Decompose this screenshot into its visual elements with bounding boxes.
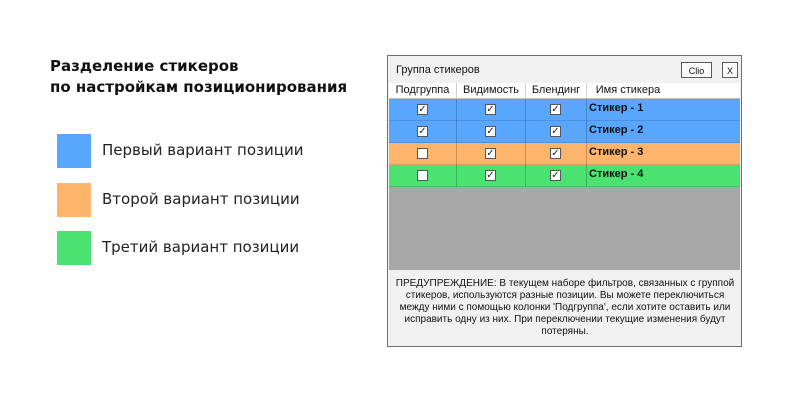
table-row[interactable] xyxy=(389,165,740,187)
subgroup-checkbox[interactable] xyxy=(417,148,428,159)
sticker-table xyxy=(389,83,740,270)
cell-divider xyxy=(586,143,587,165)
visibility-checkbox[interactable]: ✓ xyxy=(486,104,495,115)
column-header-sticker-name[interactable]: Имя стикера xyxy=(595,84,661,96)
column-header-visibility[interactable]: Видимость xyxy=(463,84,519,96)
dialog-title: Группа стикеров xyxy=(396,64,480,76)
legend-swatch-green xyxy=(57,231,91,265)
legend-item-second xyxy=(57,183,357,217)
subgroup-checkbox[interactable] xyxy=(417,170,428,181)
legend-swatch-blue xyxy=(57,134,91,168)
blending-checkbox[interactable]: ✓ xyxy=(551,148,560,159)
legend-label-second: Второй вариант позиции xyxy=(102,190,300,208)
column-header-blending[interactable]: Блендинг xyxy=(531,84,581,96)
close-button[interactable]: X xyxy=(722,62,738,78)
help-button[interactable]: Clio xyxy=(681,62,712,78)
blending-checkbox[interactable]: ✓ xyxy=(551,104,560,115)
legend-item-first xyxy=(57,134,357,168)
dialog-titlebar[interactable] xyxy=(388,56,741,83)
sticker-name-cell: Стикер - 1 xyxy=(589,102,644,114)
cell-divider xyxy=(456,99,457,121)
legend-label-first: Первый вариант позиции xyxy=(102,141,304,159)
cell-divider xyxy=(456,143,457,165)
subgroup-checkbox[interactable]: ✓ xyxy=(418,126,427,137)
cell-divider xyxy=(456,165,457,187)
table-header xyxy=(389,83,740,99)
table-row[interactable] xyxy=(389,143,740,165)
page-heading xyxy=(50,56,347,98)
cell-divider xyxy=(525,165,526,187)
heading-line-1: Разделение стикеров xyxy=(50,57,239,75)
cell-divider xyxy=(525,143,526,165)
cell-divider xyxy=(586,99,587,121)
visibility-checkbox[interactable]: ✓ xyxy=(486,170,495,181)
column-header-subgroup[interactable]: Подгруппа xyxy=(395,84,450,96)
table-row[interactable] xyxy=(389,121,740,143)
cell-divider xyxy=(456,121,457,143)
visibility-checkbox[interactable]: ✓ xyxy=(486,148,495,159)
cell-divider xyxy=(525,121,526,143)
subgroup-checkbox[interactable]: ✓ xyxy=(418,104,427,115)
warning-text: ПРЕДУПРЕЖДЕНИЕ: В текущем наборе фильтров, связанных с группой стикеров, используются разные позиции. Вы можете переключиться между ними с помощью колонки 'Подгруппа', если хотите оставить или исправить одну из них. При переключении текущие изменения будут потеряны. xyxy=(395,278,735,337)
sticker-name-cell: Стикер - 2 xyxy=(589,124,644,136)
legend-item-third xyxy=(57,231,357,265)
blending-checkbox[interactable]: ✓ xyxy=(551,170,560,181)
visibility-checkbox[interactable]: ✓ xyxy=(486,126,495,137)
sticker-group-dialog xyxy=(387,55,742,347)
table-row[interactable] xyxy=(389,99,740,121)
cell-divider xyxy=(586,121,587,143)
legend-swatch-orange xyxy=(57,183,91,217)
sticker-name-cell: Стикер - 4 xyxy=(589,168,644,180)
sticker-name-cell: Стикер - 3 xyxy=(589,146,644,158)
legend-label-third: Третий вариант позиции xyxy=(102,238,300,256)
heading-line-2: по настройкам позиционирования xyxy=(50,78,348,96)
blending-checkbox[interactable]: ✓ xyxy=(551,126,560,137)
cell-divider xyxy=(525,99,526,121)
cell-divider xyxy=(586,165,587,187)
